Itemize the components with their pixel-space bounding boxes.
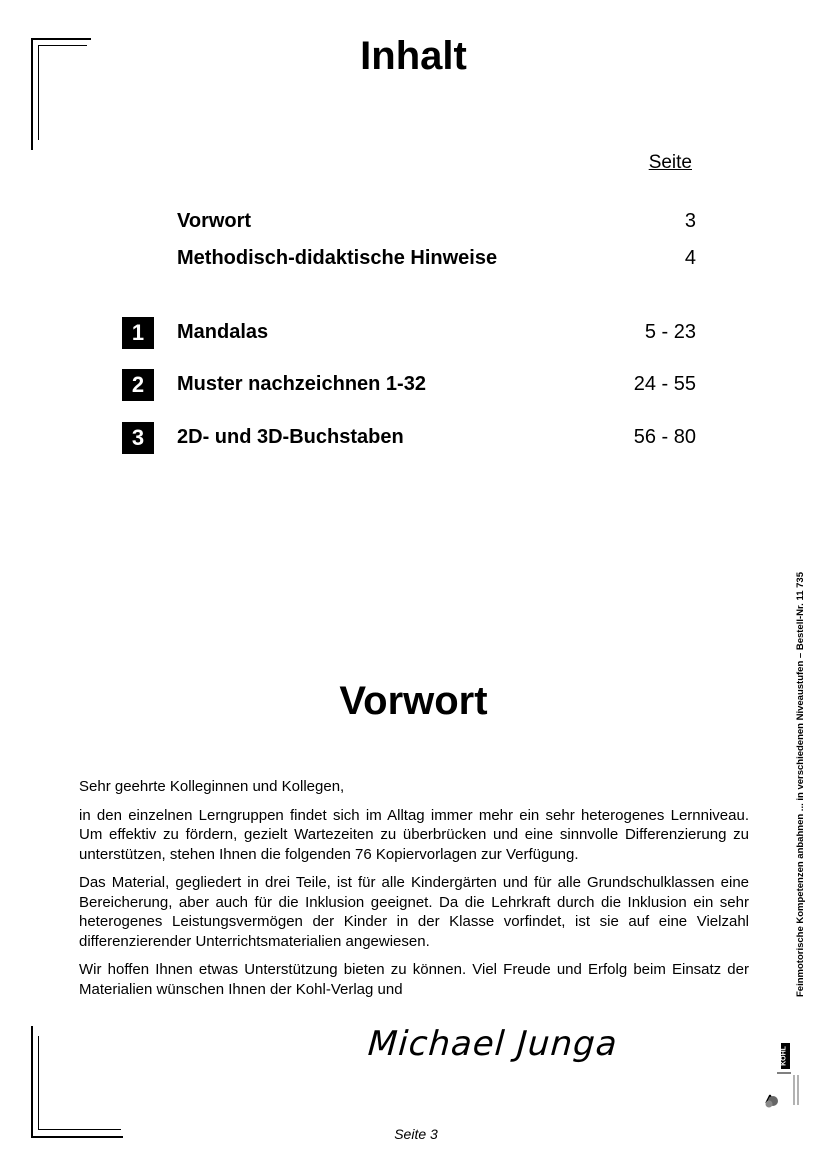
chapter-number-badge: 3: [122, 422, 154, 454]
toc-chapter-pages: 24 - 55: [633, 373, 696, 395]
signature: Michael Junga: [366, 1024, 619, 1064]
toc-chapter-label: 2D- und 3D-Buchstaben: [177, 426, 404, 448]
toc-chapter-label: Mandalas: [177, 321, 269, 343]
preface-paragraph: in den einzelnen Lerngruppen findet sich im Alltag immer mehr ein sehr heterogenes Lernniveau. Um effektiv zu fördern, gezielt Wartezeiten zu überbrücken und eine sinnvolle Differenzierung zu unterstützen, stehen Ihnen die folgenden 76 Kopiervorlagen zur Verfügung.: [79, 806, 749, 863]
toc-entry[interactable]: [120, 243, 696, 279]
toc-page-column-header: Seite: [648, 152, 692, 173]
toc-chapter-pages: 56 - 80: [633, 426, 696, 448]
toc-title: Inhalt: [360, 34, 467, 78]
toc-chapter[interactable]: [120, 317, 696, 353]
toc-chapter-label: Muster nachzeichnen 1-32: [177, 373, 426, 395]
preface-paragraph: Das Material, gegliedert in drei Teile, ist für alle Kindergärten und für alle Grundschulklassen eine Bereicherung, aber auch für die Inklusion geeignet. Da die Lehrkraft durch die Inklusion ein sehr heterogenes Leistungsvermögen der Kinder in der Klasse vorfindet, ist sie auf eine Vielzahl differenzierender Unterrichtsmaterialien angewiesen.: [79, 874, 749, 950]
page-number-footer: Seite 3: [394, 1126, 438, 1142]
preface-title: Vorwort: [339, 679, 488, 723]
logo-text: KOHL: [780, 1046, 788, 1066]
toc-entry-label: Methodisch-didaktische Hinweise: [177, 247, 498, 269]
toc-chapter-pages: 5 - 23: [644, 321, 696, 343]
chapter-number-badge: 2: [122, 369, 154, 401]
preface-paragraph: Sehr geehrte Kolleginnen und Kollegen,: [79, 778, 345, 795]
toc-entry[interactable]: [120, 206, 696, 242]
toc-chapter[interactable]: [120, 422, 696, 458]
preface-paragraph: Wir hoffen Ihnen etwas Unterstützung bieten zu können. Viel Freude und Erfolg beim Einsatz der Materialien wünschen Ihnen der Kohl-Verlag und: [79, 961, 749, 998]
toc-entry-page: 3: [684, 210, 696, 232]
preface-body: [79, 777, 749, 1008]
chapter-number-badge: 1: [122, 317, 154, 349]
toc-entry-page: 4: [684, 247, 696, 269]
toc-chapter[interactable]: [120, 369, 696, 405]
kohl-verlag-logo-icon: [764, 1043, 808, 1109]
corner-ornament-bottom-left-inner: [38, 1036, 121, 1130]
side-margin-text: Feinmotorische Kompetenzen anbahnen ... in verschiedenen Niveaustufen – Bestell-Nr. 11 735: [795, 572, 806, 997]
toc-entry-label: Vorwort: [177, 210, 252, 232]
